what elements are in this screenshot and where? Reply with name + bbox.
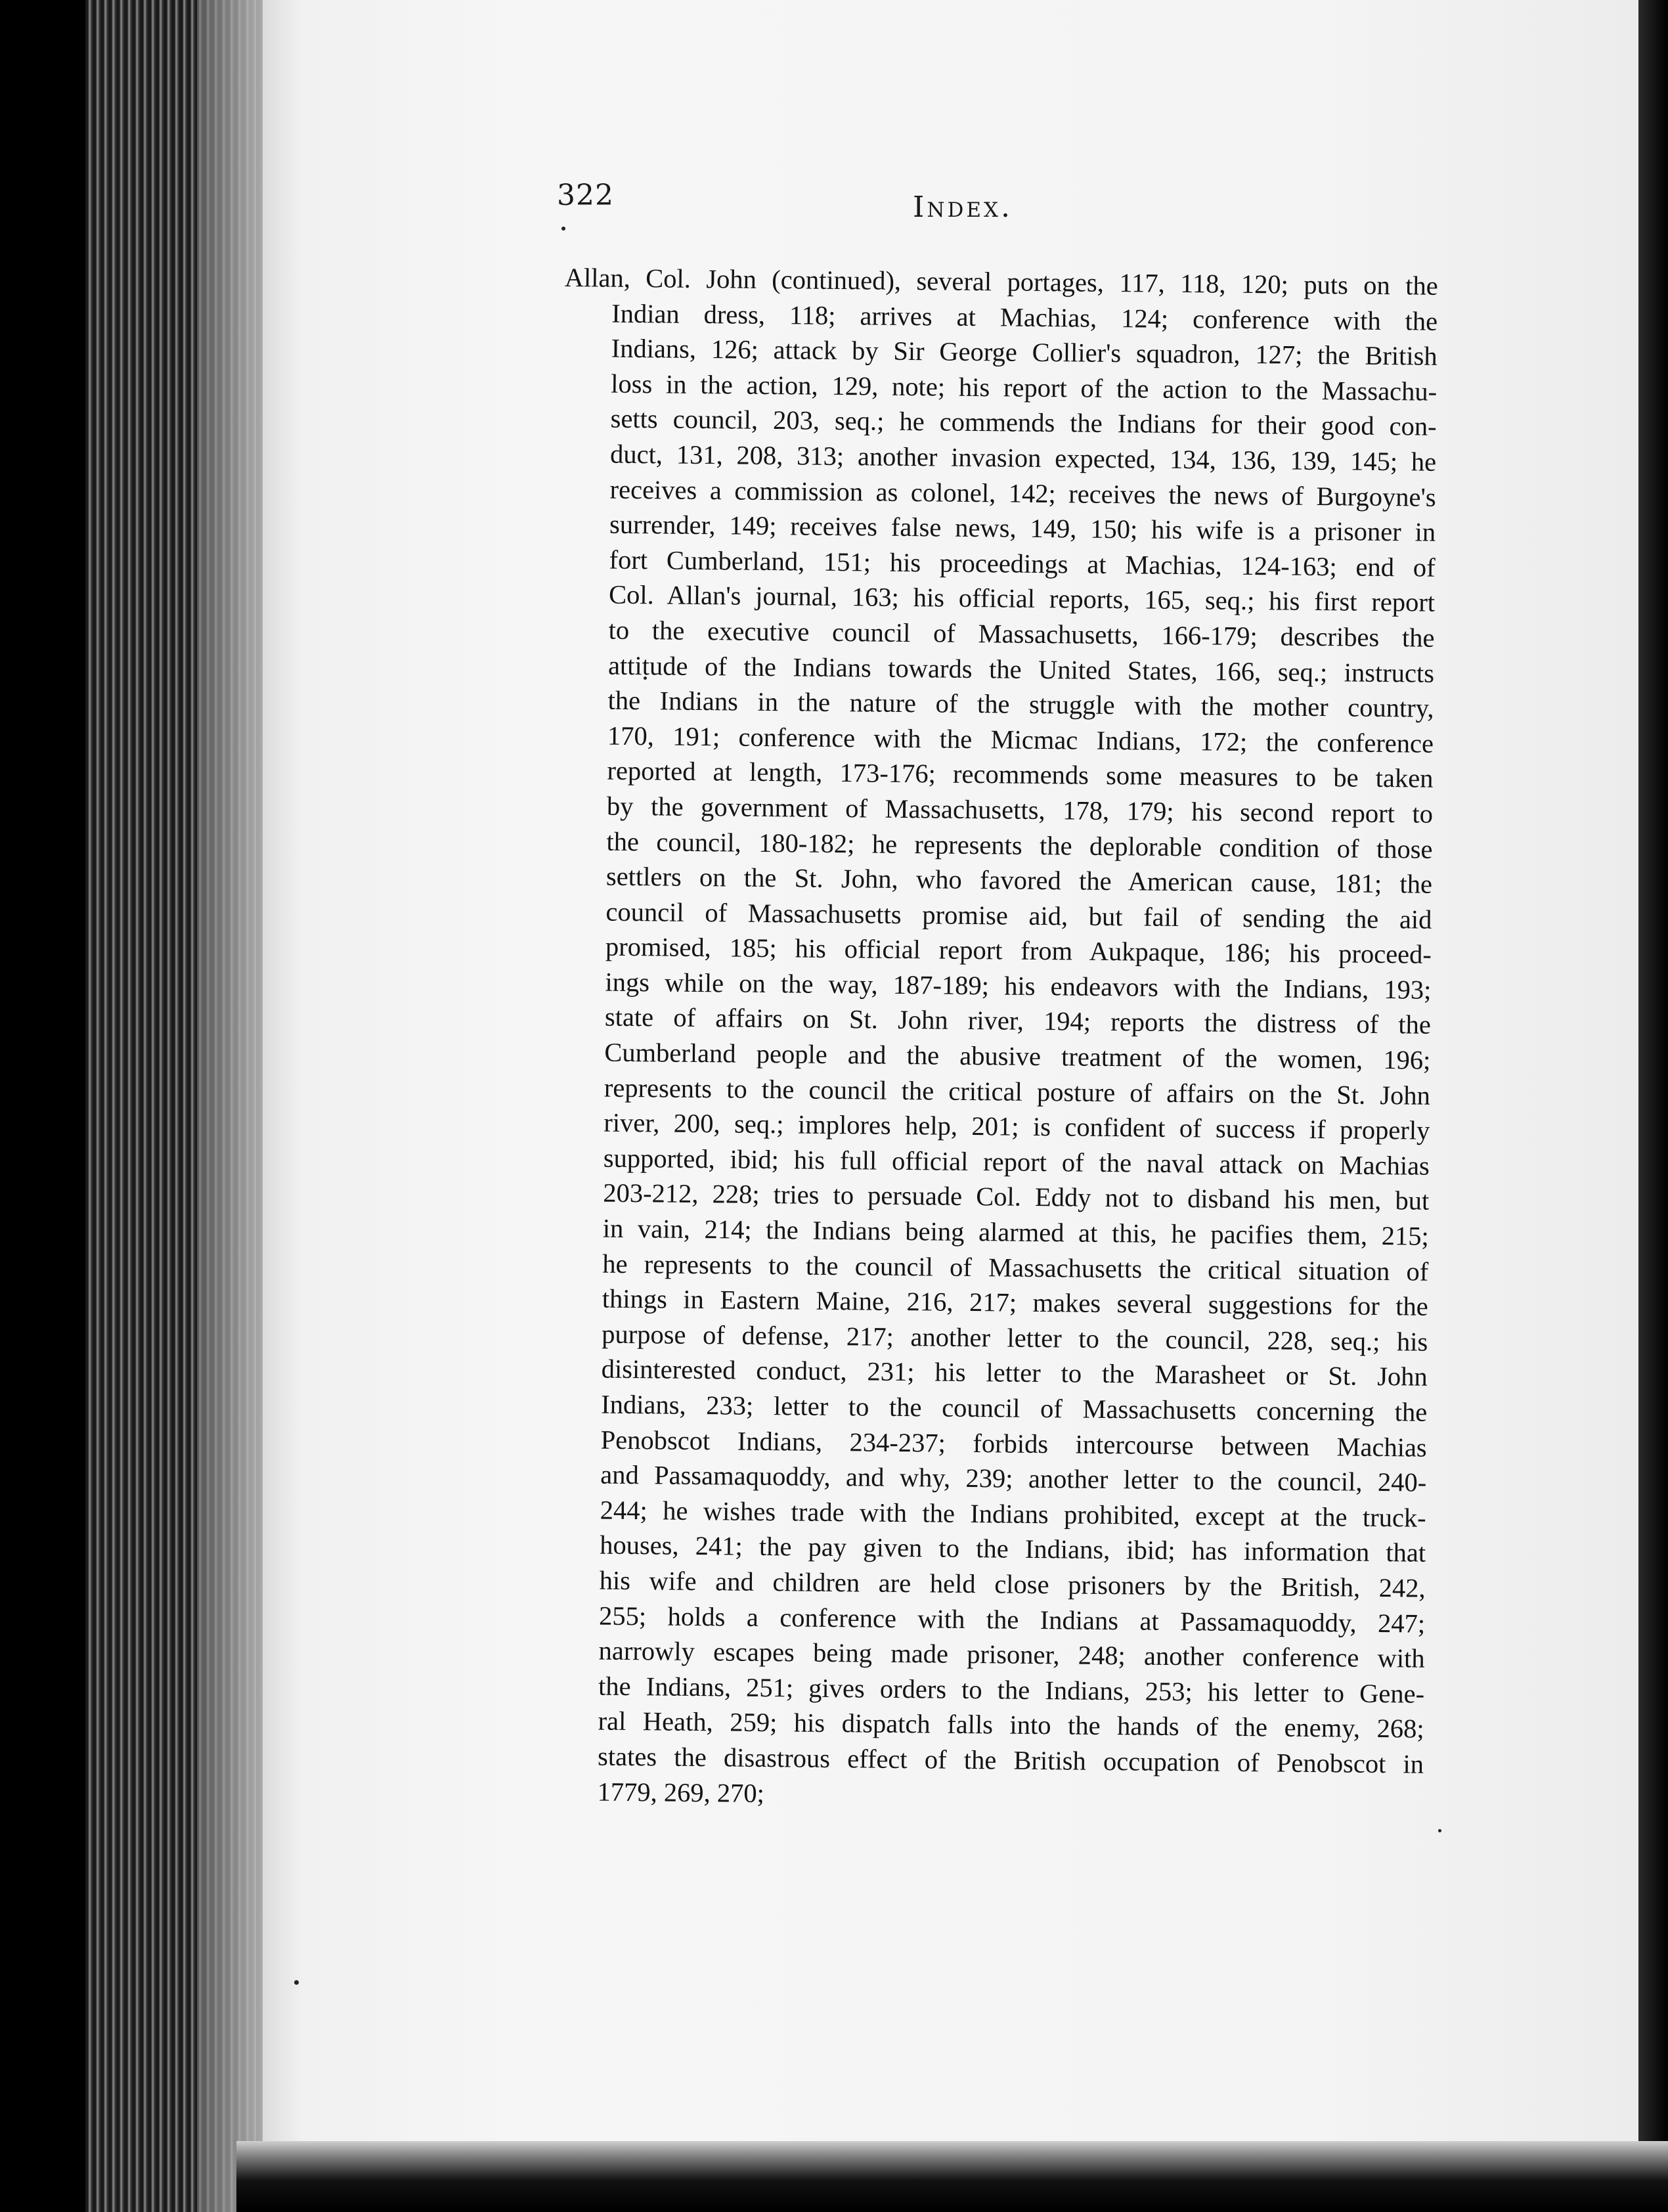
index-entry-line: setts council, 203, seq.; he commends the Indians for their good con- xyxy=(610,404,1437,442)
index-entry-line: receives a commission as colonel, 142; receives the news of Burgoyne's xyxy=(609,474,1436,512)
index-entry-line: Allan, Col. John (continued), several portages, 117, 118, 120; puts on the xyxy=(564,262,1438,301)
index-entry-line: he represents to the council of Massachusetts the critical situation of xyxy=(602,1249,1429,1287)
index-entry-line: 244; he wishes trade with the Indians prohibited, except at the truck- xyxy=(600,1495,1426,1533)
index-entry-line: states the disastrous effect of the British occupation of Penobscot in xyxy=(597,1741,1424,1779)
index-entry-line: disinterested conduct, 231; his letter to the Marasheet or St. John xyxy=(601,1354,1428,1392)
speck xyxy=(561,227,565,231)
index-entry-line: council of Massachusetts promise aid, but fail of sending the aid xyxy=(605,896,1432,935)
page-number: 322 xyxy=(557,179,614,212)
index-entry-line: settlers on the St. John, who favored the American cause, 181; the xyxy=(605,861,1433,899)
index-entry-line: surrender, 149; receives false news, 149, 150; his wife is a prisoner in xyxy=(609,509,1436,547)
index-entry-line: things in Eastern Maine, 216, 217; makes several suggestions for the xyxy=(602,1283,1428,1321)
index-entry-line: represents to the council the critical posture of affairs on the St. John xyxy=(604,1073,1431,1111)
page-bottom-edge xyxy=(236,2141,1668,2212)
index-entry-line: purpose of defense, 217; another letter to the council, 228, seq.; his xyxy=(602,1319,1428,1357)
index-entry-line: 203-212, 228; tries to persuade Col. Eddy not to disband his men, but xyxy=(603,1178,1430,1216)
index-entry-line: supported, ibid; his full official report of the naval attack on Machias xyxy=(603,1143,1430,1181)
index-entry-line: Col. Allan's journal, 163; his official reports, 165, seq.; his first report xyxy=(608,580,1436,618)
binding-shadow xyxy=(197,0,269,2212)
index-entry-line: state of affairs on St. John river, 194; reports the distress of the xyxy=(604,1002,1432,1040)
index-entry-line: narrowly escapes being made prisoner, 248; another conference with xyxy=(598,1635,1425,1673)
index-entry-line: 1779, 269, 270; xyxy=(597,1777,765,1808)
speck xyxy=(1438,1829,1441,1832)
index-entry-line: the Indians in the nature of the struggle with the mother country, xyxy=(607,685,1434,723)
index-entry-line: his wife and children are held close prisoners by the British, 242, xyxy=(599,1565,1426,1603)
index-entry-allan xyxy=(550,260,1438,1817)
index-entry-line: Cumberland people and the abusive treatment of the women, 196; xyxy=(604,1037,1431,1075)
index-entry-line: ral Heath, 259; his dispatch falls into the hands of the enemy, 268; xyxy=(598,1706,1424,1744)
index-entry-line: the council, 180-182; he represents the deplorable condition of those xyxy=(606,826,1433,864)
index-entry-line: fort Cumberland, 151; his proceedings at Machias, 124-163; end of xyxy=(609,544,1436,583)
index-entry-line: Indian dress, 118; arrives at Machias, 124; conference with the xyxy=(611,298,1438,336)
index-entry-line: Penobscot Indians, 234-237; forbids intercourse between Machias xyxy=(600,1425,1427,1463)
index-entry-line: loss in the action, 129, note; his report of the action to the Massachu- xyxy=(610,368,1438,407)
index-entry-line: Indians, 126; attack by Sir George Collier's squadron, 127; the British xyxy=(611,333,1438,371)
index-entry-line: to the executive council of Massachusetts, 166-179; describes the xyxy=(608,615,1435,653)
index-entry-line: the Indians, 251; gives orders to the Indians, 253; his letter to Gene- xyxy=(598,1671,1425,1709)
index-entry-line: and Passamaquoddy, and why, 239; another letter to the council, 240- xyxy=(600,1459,1427,1497)
index-entry-line: 255; holds a conference with the Indians at Passamaquoddy, 247; xyxy=(598,1601,1426,1639)
index-entry-line: Indians, 233; letter to the council of Massachusetts concerning the xyxy=(601,1389,1428,1427)
page-right-edge xyxy=(1638,0,1668,2141)
index-entry-line: attitude of the Indians towards the United States, 166, seq.; instructs xyxy=(607,650,1435,688)
running-head: Index. xyxy=(913,190,1013,224)
index-entry-line: reported at length, 173-176; recommends some measures to be taken xyxy=(607,755,1434,794)
index-entry-line: 170, 191; conference with the Micmac Indians, 172; the conference xyxy=(607,720,1434,759)
index-entry-line: in vain, 214; the Indians being alarmed at this, he pacifies them, 215; xyxy=(602,1213,1430,1251)
index-entry-line: duct, 131, 208, 313; another invasion expected, 134, 136, 139, 145; he xyxy=(609,439,1437,477)
index-entry-line: promised, 185; his official report from Aukpaque, 186; his proceed- xyxy=(605,931,1432,969)
index-entry-line: ings while on the way, 187-189; his endeavors with the Indians, 193; xyxy=(605,967,1432,1005)
index-entry-line: houses, 241; the pay given to the Indians, ibid; has information that xyxy=(600,1530,1426,1568)
index-entry-line: by the government of Massachusetts, 178, 179; his second report to xyxy=(606,791,1434,829)
speck xyxy=(294,1980,299,1985)
index-entry-line: river, 200, seq.; implores help, 201; is confident of success if properly xyxy=(604,1107,1430,1145)
